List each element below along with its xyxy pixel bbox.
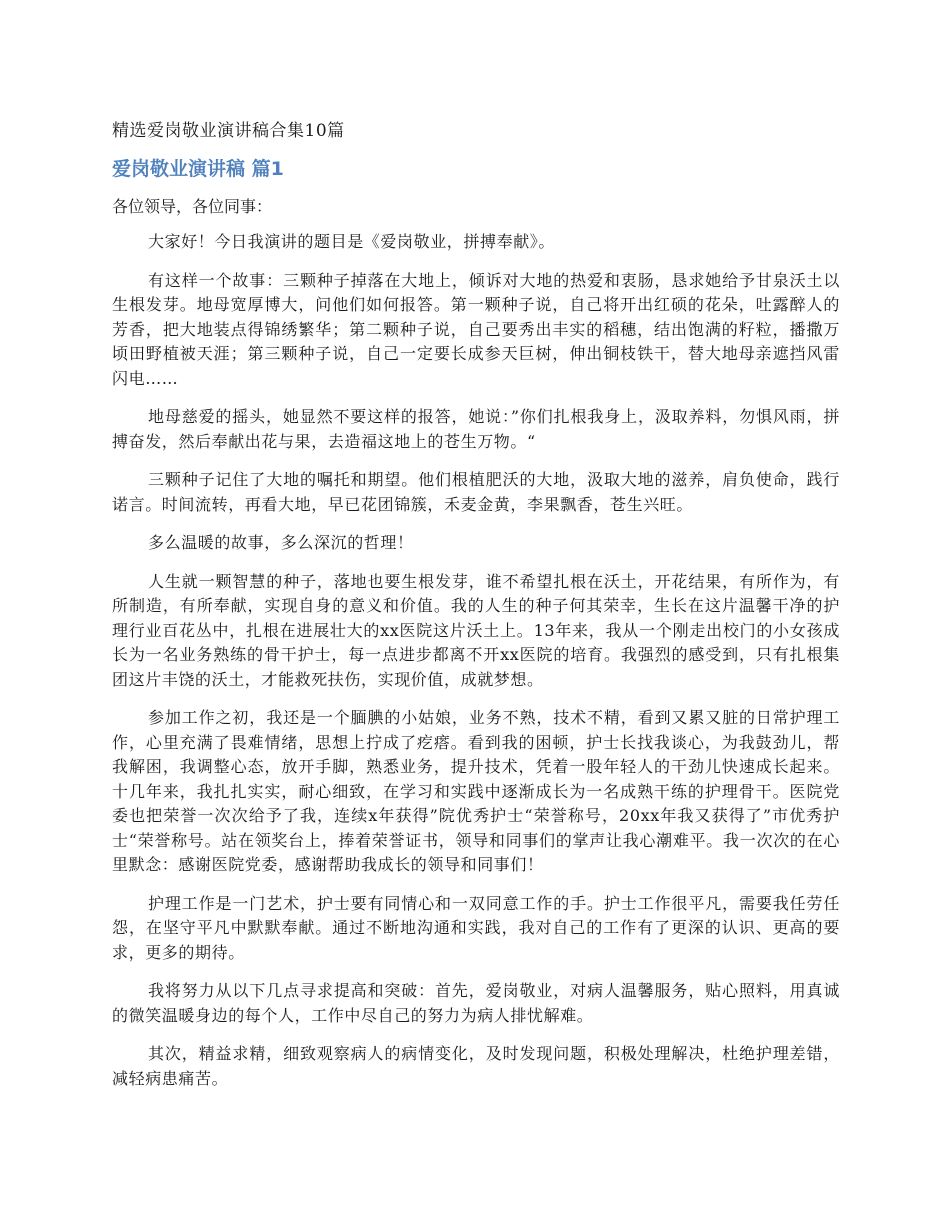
paragraph-story: 有这样一个故事：三颗种子掉落在大地上，倾诉对大地的热爱和衷肠，恳求她给予甘泉沃土以生根发芽。地母宽厚博大，问他们如何报答。第一颗种子说，自己将开出红硕的花朵，吐露醉人的芳香，把大地装点得锦绣繁华；第二颗种子说，自己要秀出丰实的稻穗，结出饱满的籽粒，播撒万顷田野植被天涯；第三颗种子说，自己一定要长成参天巨树，伸出铜枝铁干，替大地母亲遮挡风雷闪电……: [112, 270, 840, 388]
paragraph-first-point: 我将努力从以下几点寻求提高和突破：首先，爱岗敬业，对病人温馨服务，贴心照料，用真诚的微笑温暖身边的每个人，工作中尽自己的努力为病人排忧解难。: [112, 981, 840, 1025]
paragraph-three-seeds: 三颗种子记住了大地的嘱托和期望。他们根植肥沃的大地，汲取大地的滋养，肩负使命，践行诺言。时间流转，再看大地，早已花团锦簇，禾麦金黄，李果飘香，苍生兴旺。: [112, 470, 840, 514]
paragraph-early-work: 参加工作之初，我还是一个腼腆的小姑娘，业务不熟，技术不精，看到又累又脏的日常护理工作，心里充满了畏难情绪，思想上拧成了疙瘩。看到我的困顿，护士长找我谈心，为我鼓劲儿，帮我解困，我调整心态，放开手脚，熟悉业务，提升技术，凭着一股年轻人的干劲儿快速成长起来。十几年来，我扎扎实实，耐心细致，在学习和实践中逐渐成长为一名成熟干练的护理骨干。医院党委也把荣誉一次次给予了我，连续x年获得”院优秀护士“荣誉称号，20xx年我又获得了”市优秀护士“荣誉称号。站在领奖台上，捧着荣誉证书，领导和同事们的掌声让我心潮难平。我一次次的在心里默念：感谢医院党委，感谢帮助我成长的领导和同事们！: [112, 708, 840, 874]
paragraph-life-seed: 人生就一颗智慧的种子，落地也要生根发芽，谁不希望扎根在沃土，开花结果，有所作为，有所制造，有所奉献，实现自身的意义和价值。我的人生的种子何其荣幸，生长在这片温馨干净的护理行业百花丛中，扎根在进展壮大的xx医院这片沃土上。13年来，我从一个刚走出校门的小女孩成长为一名业务熟练的骨干护士，每一点进步都离不开xx医院的培育。我强烈的感受到，只有扎根集团这片丰饶的沃土，才能救死扶伤，实现价值，成就梦想。: [112, 571, 840, 689]
salutation: 各位领导，各位同事：: [112, 197, 273, 216]
paragraph-greeting: 大家好！今日我演讲的题目是《爱岗敬业，拼搏奉献》。: [148, 232, 556, 251]
paragraph-nursing-art: 护理工作是一门艺术，护士要有同情心和一双同意工作的手。护士工作很平凡，需要我任劳任怨，在坚守平凡中默默奉献。通过不断地沟通和实践，我对自己的工作有了更深的认识、更高的要求，更多的期待。: [112, 893, 840, 962]
paragraph-second-point: 其次，精益求精，细致观察病人的病情变化，及时发现问题，积极处理解决，杜绝护理差错，减轻病患痛苦。: [112, 1044, 840, 1088]
document-page: [112, 118, 840, 1105]
section-heading: 爱岗敬业演讲稿 篇1: [112, 158, 284, 180]
paragraph-philosophy: 多么温暖的故事，多么深沉的哲理！: [148, 533, 414, 552]
paragraph-earth-mother: 地母慈爱的摇头，她显然不要这样的报答，她说：”你们扎根我身上，汲取养料，勿惧风雨，拼搏奋发，然后奉献出花与果，去造福这地上的苍生万物。“: [112, 407, 840, 451]
document-title: 精选爱岗敬业演讲稿合集10篇: [112, 121, 345, 141]
